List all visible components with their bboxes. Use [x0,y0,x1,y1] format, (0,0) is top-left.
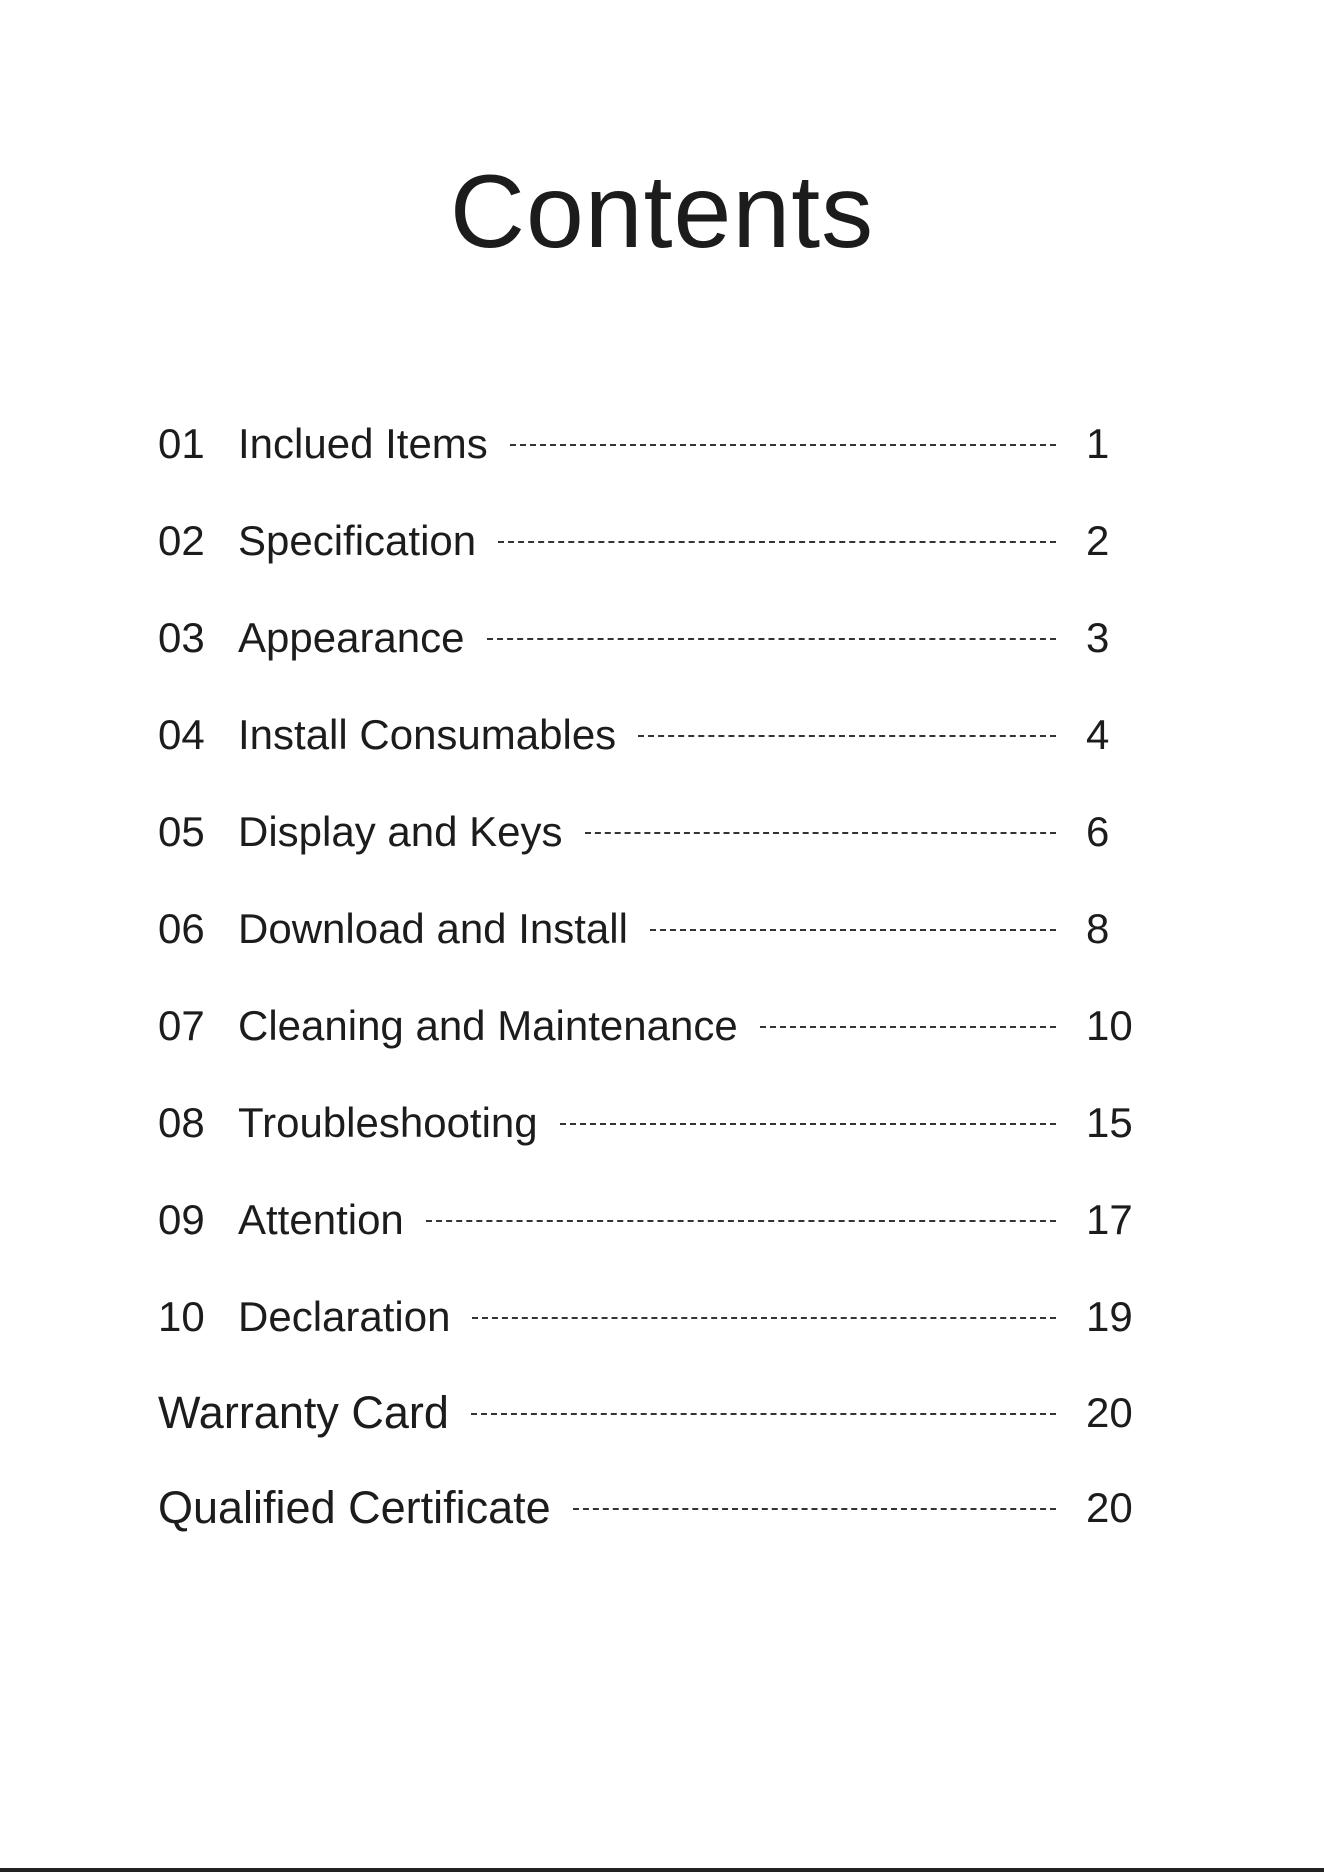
toc-entry-number: 08 [158,1098,205,1146]
toc-entry-label: Specification [238,516,477,564]
toc-entry-page: 8 [1086,904,1110,952]
dotted-leader [560,1123,1056,1125]
toc-entry[interactable] [158,1074,1158,1171]
toc-entry-number: 06 [158,904,205,952]
toc-entry[interactable] [158,492,1158,589]
toc-entry-label: Display and Keys [238,807,563,855]
dotted-leader [498,541,1056,543]
toc-entry-label: Attention [238,1195,404,1243]
toc-entry-number: 01 [158,419,205,467]
dotted-leader [472,1317,1056,1319]
toc-entry-label: Appearance [238,613,465,661]
toc-entry[interactable] [158,783,1158,880]
toc-entry[interactable] [158,395,1158,492]
toc-entry[interactable] [158,880,1158,977]
table-of-contents [158,395,1158,1555]
toc-entry[interactable] [158,589,1158,686]
dotted-leader [510,444,1056,446]
dotted-leader [487,638,1056,640]
toc-entry-label: Declaration [238,1292,451,1340]
dotted-leader [760,1026,1056,1028]
toc-entry-number: 10 [158,1292,205,1340]
toc-entry-page: 3 [1086,613,1110,661]
toc-entry-page: 17 [1086,1195,1133,1243]
toc-entry[interactable] [158,977,1158,1074]
toc-entry-number: 02 [158,516,205,564]
toc-entry-page: 6 [1086,807,1110,855]
toc-entry-page: 2 [1086,516,1110,564]
dotted-leader [471,1413,1056,1415]
dotted-leader [585,832,1057,834]
toc-entry-number: 04 [158,710,205,758]
toc-entry-number: 09 [158,1195,205,1243]
dotted-leader [650,929,1056,931]
toc-entry[interactable] [158,1171,1158,1268]
toc-entry-label: Install Consumables [238,710,617,758]
toc-entry-warranty-card[interactable] [158,1365,1158,1460]
toc-entry-label: Warranty Card [158,1387,449,1438]
toc-entry-page: 15 [1086,1098,1133,1146]
dotted-leader [638,735,1056,737]
toc-entry-page: 10 [1086,1001,1133,1049]
toc-entry-page: 19 [1086,1292,1133,1340]
dotted-leader [426,1220,1056,1222]
toc-entry-label: Qualified Certificate [158,1482,551,1533]
toc-entry-page: 20 [1086,1388,1133,1436]
toc-entry[interactable] [158,686,1158,783]
page-title: Contents [449,154,875,270]
toc-entry[interactable] [158,1268,1158,1365]
toc-entry-number: 05 [158,807,205,855]
toc-entry-page: 4 [1086,710,1110,758]
toc-entry-page: 1 [1086,419,1110,467]
toc-entry-label: Cleaning and Maintenance [238,1001,738,1049]
toc-entry-label: Inclued Items [238,419,488,467]
bottom-edge-rule [0,1868,1324,1872]
toc-entry-label: Troubleshooting [238,1098,538,1146]
toc-entry-label: Download and Install [238,904,628,952]
toc-entry-number: 03 [158,613,205,661]
toc-entry-qualified-certificate[interactable] [158,1460,1158,1555]
toc-entry-page: 20 [1086,1483,1133,1531]
dotted-leader [573,1508,1056,1510]
toc-entry-number: 07 [158,1001,205,1049]
